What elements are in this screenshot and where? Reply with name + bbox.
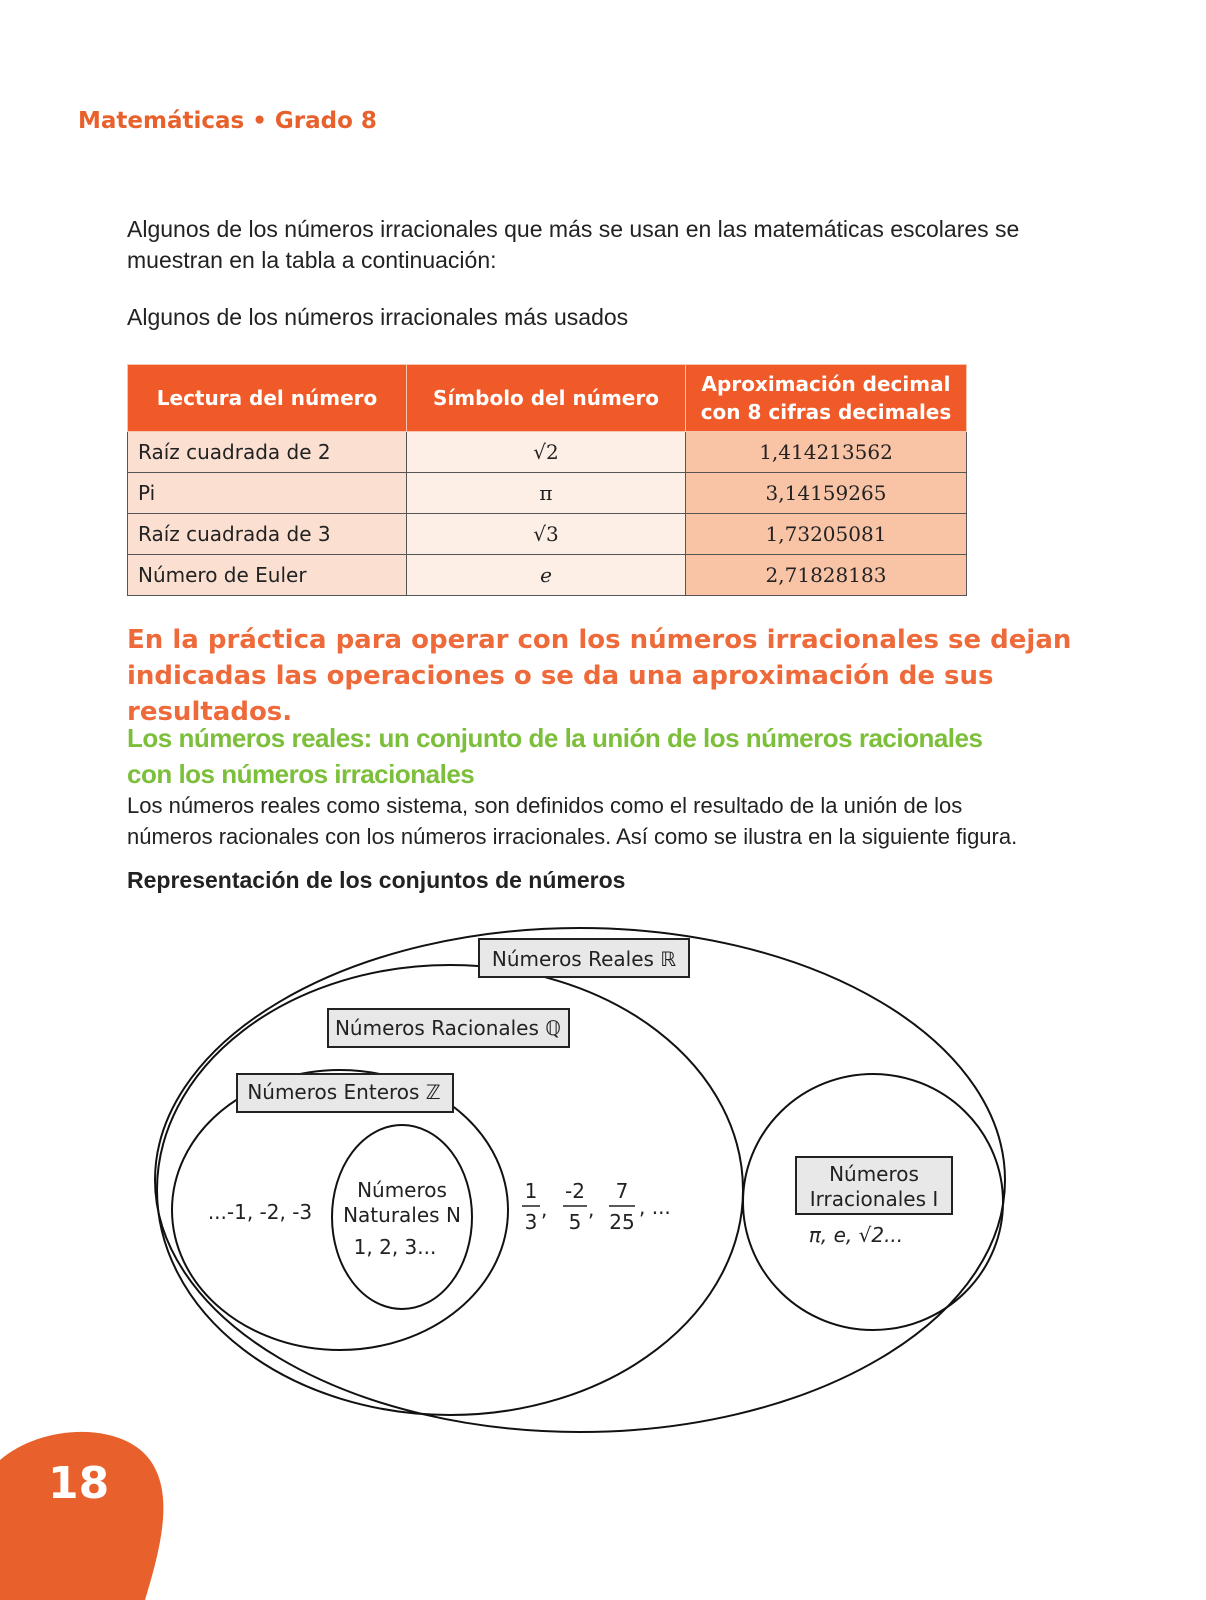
table-row (128, 555, 967, 596)
column-header-approximation: Aproximación decimal con 8 cifras decimales (686, 365, 967, 432)
cell-approximation: 3,14159265 (686, 473, 967, 514)
enteros-label: Números Enteros ℤ (247, 1080, 441, 1104)
cell-symbol: √2 (407, 432, 686, 473)
header-subject: Matemáticas (78, 108, 245, 134)
fraction-3 (609, 1179, 635, 1234)
highlight-note: En la práctica para operar con los números irracionales se dejan indicadas las operaciones o se da una aproximación de sus resultados. (127, 625, 1072, 727)
irracionales-label-line2: Irracionales I (809, 1187, 939, 1211)
intro-paragraph: Algunos de los números irracionales que más se usan en las matemáticas escolares se muestran en la tabla a continuación: (127, 216, 1020, 273)
column-header-symbol: Símbolo del número (407, 365, 686, 432)
cell-reading: Raíz cuadrada de 2 (128, 432, 407, 473)
table-row (128, 432, 967, 473)
cell-symbol: e (407, 555, 686, 596)
table-row (128, 473, 967, 514)
cell-symbol: √3 (407, 514, 686, 555)
fraction-separator: , (541, 1197, 548, 1221)
table-caption: Algunos de los números irracionales más usados (127, 304, 629, 330)
header-grade: Grado 8 (274, 108, 377, 134)
fraction-denominator: 3 (524, 1210, 538, 1234)
section-title: Los números reales: un conjunto de la unión de los números racionales con los números irracionales (127, 723, 983, 789)
cell-reading: Raíz cuadrada de 3 (128, 514, 407, 555)
fraction-numerator: -2 (565, 1179, 585, 1203)
page-header (78, 108, 377, 134)
reales-label: Números Reales ℝ (491, 947, 677, 971)
naturales-label-line2: Naturales N (343, 1203, 461, 1227)
fraction-numerator: 7 (615, 1179, 629, 1203)
section-paragraph: Los números reales como sistema, son definidos como el resultado de la unión de los números racionales con los números irracionales. Así como se ilustra en la siguiente figura. (127, 793, 1018, 849)
fraction-denominator: 5 (568, 1210, 582, 1234)
cell-approximation: 2,71828183 (686, 555, 967, 596)
naturales-label-line1: Números (357, 1178, 447, 1202)
page-number: 18 (48, 1458, 110, 1509)
fraction-separator: , (588, 1197, 595, 1221)
irrational-numbers-table (127, 364, 967, 596)
fraction-1 (522, 1179, 547, 1234)
fraction-denominator: 25 (609, 1210, 635, 1234)
number-sets-diagram (0, 920, 1206, 1460)
racionales-label: Números Racionales ℚ (334, 1016, 562, 1040)
table-header-row (128, 365, 967, 432)
figure-caption: Representación de los conjuntos de números (127, 867, 626, 893)
naturales-values: 1, 2, 3... (353, 1235, 437, 1259)
cell-symbol: π (407, 473, 686, 514)
cell-approximation: 1,73205081 (686, 514, 967, 555)
negative-integers: ...-1, -2, -3 (207, 1200, 313, 1224)
cell-reading: Pi (128, 473, 407, 514)
header-separator: • (252, 108, 267, 134)
fractions-ellipsis: , ... (639, 1195, 671, 1219)
cell-reading: Número de Euler (128, 555, 407, 596)
irracionales-values: π, e, √2... (808, 1223, 904, 1247)
table-row (128, 514, 967, 555)
irracionales-label-line1: Números (829, 1162, 919, 1186)
column-header-reading: Lectura del número (128, 365, 407, 432)
cell-approximation: 1,414213562 (686, 432, 967, 473)
page-number-badge (0, 1430, 170, 1600)
fraction-2 (563, 1179, 594, 1234)
fraction-numerator: 1 (524, 1179, 538, 1203)
